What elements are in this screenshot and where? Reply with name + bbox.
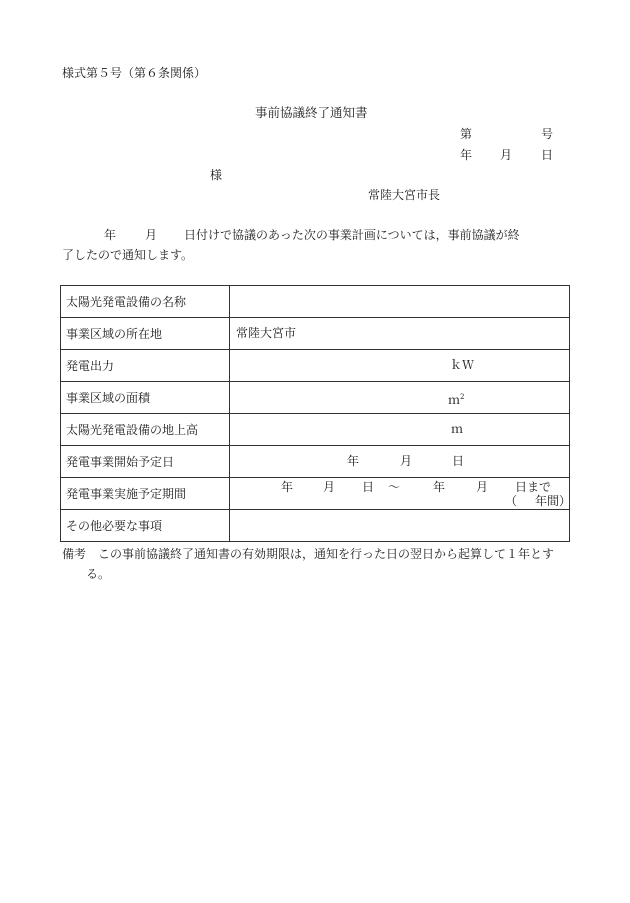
row-label: 発電事業開始予定日 [61, 446, 230, 478]
body-month: 月 [145, 228, 158, 242]
body-year: 年 [104, 228, 117, 242]
period-from-year: 年 [281, 480, 294, 494]
row-label: 発電出力 [61, 350, 230, 382]
table-row [61, 318, 570, 350]
row-label: 太陽光発電設備の名称 [61, 286, 230, 318]
document-title: 事前協議終了通知書 [255, 105, 368, 120]
row-label: その他必要な事項 [61, 510, 230, 542]
row-value [230, 510, 570, 542]
start-month: 月 [400, 454, 413, 468]
note-line-2: る。 [86, 567, 111, 581]
sender-name: 常陸大宮市長 [368, 188, 441, 202]
row-label: 事業区域の所在地 [61, 318, 230, 350]
output-unit: ｋＷ [450, 358, 475, 372]
row-label: 発電事業実施予定期間 [61, 478, 230, 510]
period-to-month: 月 [476, 480, 489, 494]
date-day: 日 [541, 148, 554, 162]
area-unit-superscript: 2 [460, 393, 465, 401]
start-year: 年 [347, 454, 360, 468]
period-years: 年間） [535, 494, 572, 508]
period-to-day: 日まで [515, 480, 552, 494]
date-year: 年 [460, 148, 473, 162]
number-suffix: 号 [541, 127, 554, 141]
row-value [230, 286, 570, 318]
period-from-day: 日 [362, 480, 375, 494]
row-value [230, 478, 570, 510]
date-month: 月 [500, 148, 513, 162]
body-day-text: 日付けで協議のあった次の事業計画については，事前協議が終 [184, 228, 520, 242]
table-row [61, 478, 570, 510]
start-day: 日 [452, 454, 465, 468]
period-tilde: ～ [388, 480, 401, 494]
period-open-paren: （ [505, 494, 518, 508]
note-line-1: この事前協議終了通知書の有効期限は，通知を行った日の翌日から起算して１年とす [98, 547, 555, 561]
row-value [230, 382, 570, 414]
height-unit: ｍ [451, 422, 464, 436]
form-number: 様式第５号（第６条関係） [62, 66, 207, 80]
table-row [61, 446, 570, 478]
location-value: 常陸大宮市 [236, 326, 297, 340]
table-row [61, 382, 570, 414]
table-row [61, 286, 570, 318]
period-to-year: 年 [433, 480, 446, 494]
row-label: 事業区域の面積 [61, 382, 230, 414]
note-prefix: 備考 [62, 547, 87, 561]
row-value [230, 350, 570, 382]
area-unit: ｍ$^2$ [448, 393, 465, 407]
table-row [61, 350, 570, 382]
body-line-2: 了したので通知します。 [62, 248, 194, 262]
row-value [230, 414, 570, 446]
recipient-honorific: 様 [210, 168, 223, 182]
period-from-month: 月 [323, 480, 336, 494]
row-label: 太陽光発電設備の地上高 [61, 414, 230, 446]
number-prefix: 第 [460, 127, 473, 141]
details-table [60, 285, 570, 542]
table-row [61, 414, 570, 446]
row-value [230, 446, 570, 478]
row-value [230, 318, 570, 350]
table-row [61, 510, 570, 542]
